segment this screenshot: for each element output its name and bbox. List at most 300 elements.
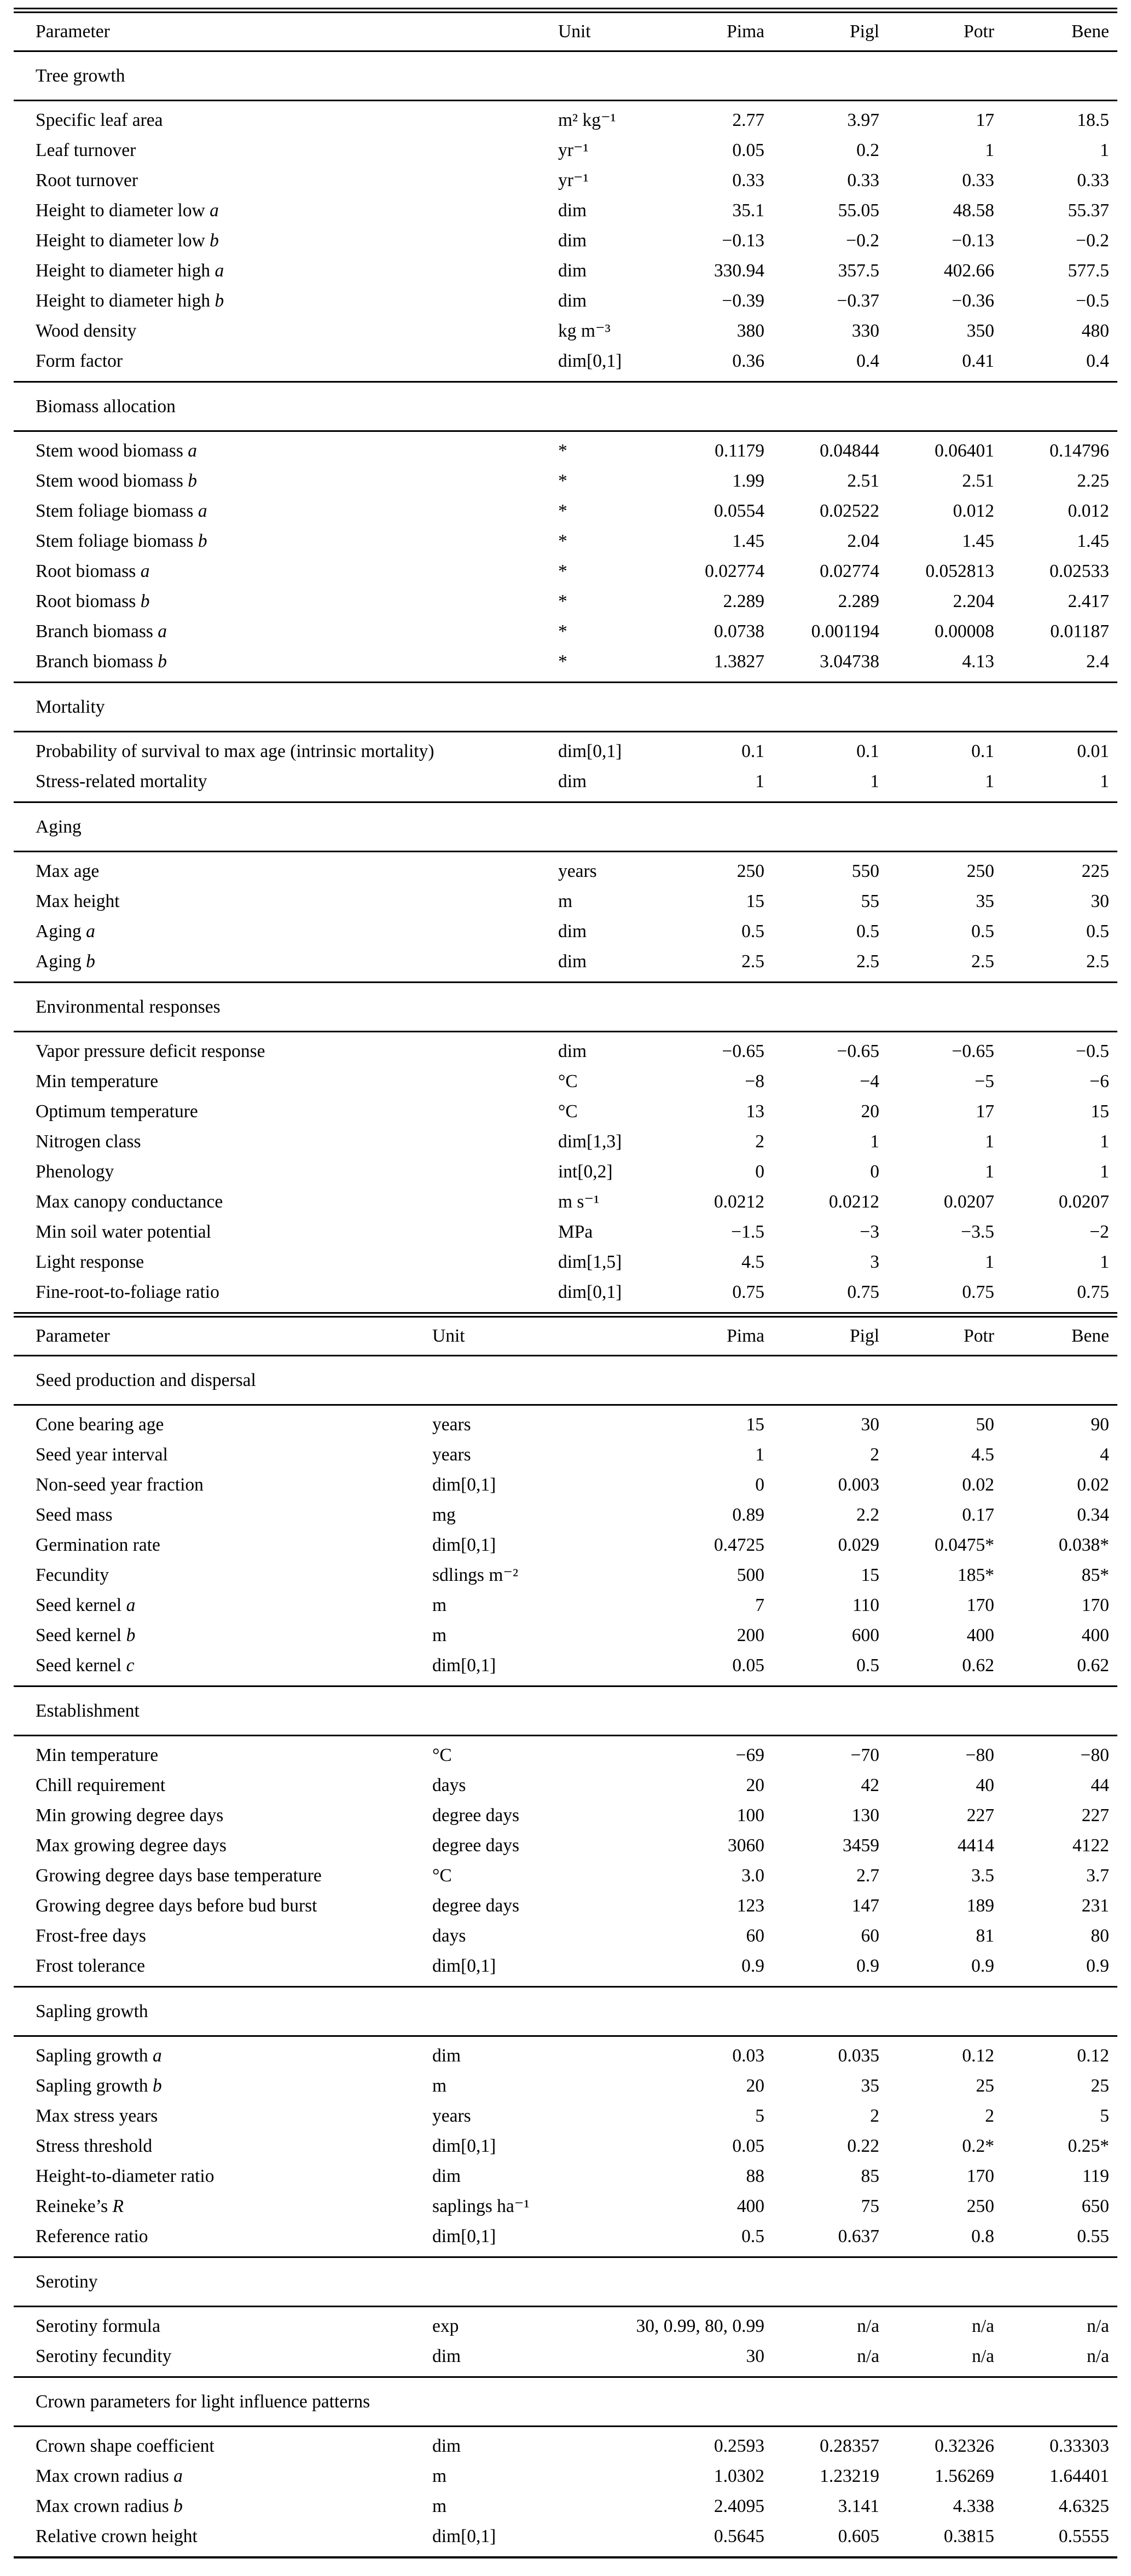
value-cell xyxy=(764,2191,879,2221)
value-cell xyxy=(994,2431,1109,2461)
value-text: n/a xyxy=(1087,2316,1109,2336)
table-row xyxy=(14,1891,1117,1921)
table-row xyxy=(14,135,1117,165)
unit-cell: °C xyxy=(432,1745,452,1765)
section-title-row xyxy=(14,1356,1117,1404)
value-text: 15 xyxy=(746,891,764,911)
column-header-species xyxy=(764,14,879,49)
unit-cell: dim xyxy=(558,771,587,792)
param-variable: b xyxy=(86,951,95,972)
table-row xyxy=(14,496,1117,526)
value-cell xyxy=(879,526,994,556)
value-cell xyxy=(879,1066,994,1096)
value-text: 0.25* xyxy=(1068,2136,1109,2156)
param-variable: a xyxy=(140,561,150,581)
species-label: Bene xyxy=(1071,1326,1109,1346)
table-row xyxy=(14,766,1117,796)
value-cell xyxy=(627,646,764,677)
value-cell xyxy=(879,1800,994,1830)
table-row xyxy=(14,1500,1117,1530)
value-cell xyxy=(879,2161,994,2191)
param-cell: Height-to-diameter ratio xyxy=(36,2166,214,2186)
table-row xyxy=(14,1861,1117,1891)
table-row xyxy=(14,2461,1117,2491)
value-cell xyxy=(879,256,994,286)
unit-cell: mg xyxy=(432,1505,456,1525)
param-variable: a xyxy=(86,921,95,942)
table-row xyxy=(14,2191,1117,2221)
value-cell xyxy=(994,2221,1109,2251)
species-label: Potr xyxy=(964,21,994,42)
param-cell: Root biomass a xyxy=(36,561,150,581)
value-text: 185* xyxy=(958,1565,994,1585)
species-label: Pima xyxy=(727,21,764,42)
param-cell: Root biomass b xyxy=(36,591,150,611)
value-text: 3459 xyxy=(843,1835,879,1856)
section-title: Sapling growth xyxy=(36,2001,148,2021)
param-cell: Nitrogen class xyxy=(36,1131,141,1152)
value-cell xyxy=(627,316,764,346)
value-cell xyxy=(764,1127,879,1157)
value-text: 0.5 xyxy=(856,921,879,942)
value-text: 2 xyxy=(870,2106,879,2126)
value-text: 2.5 xyxy=(1086,951,1109,972)
unit-cell: yr⁻¹ xyxy=(558,140,589,160)
value-cell xyxy=(994,1127,1109,1157)
unit-cell: dim[1,5] xyxy=(558,1252,622,1272)
species-label: Pigl xyxy=(850,21,879,42)
table-row xyxy=(14,916,1117,946)
value-cell xyxy=(627,1217,764,1247)
column-header-species xyxy=(994,14,1109,49)
unit-cell: dim xyxy=(558,291,587,311)
value-text: 400 xyxy=(1081,1625,1109,1645)
table-row xyxy=(14,1127,1117,1157)
section-rows xyxy=(14,852,1117,981)
value-text: 0.5 xyxy=(856,1655,879,1676)
value-cell xyxy=(879,1096,994,1127)
value-cell xyxy=(627,2311,764,2341)
value-text: 15 xyxy=(1091,1101,1109,1122)
value-cell xyxy=(994,2131,1109,2161)
section-title-row xyxy=(14,2258,1117,2306)
value-cell xyxy=(764,616,879,646)
param-variable: b xyxy=(198,531,207,551)
value-cell xyxy=(994,766,1109,796)
value-text: 25 xyxy=(976,2076,994,2096)
value-text: 0.1 xyxy=(856,741,879,761)
value-text: 0.2* xyxy=(962,2136,994,2156)
value-cell xyxy=(879,916,994,946)
table-row xyxy=(14,1440,1117,1470)
table-row xyxy=(14,1951,1117,1981)
value-cell xyxy=(879,1891,994,1921)
unit-cell: kg m⁻³ xyxy=(558,321,611,341)
value-cell xyxy=(879,1470,994,1500)
value-text: 0.003 xyxy=(838,1475,879,1495)
value-cell xyxy=(627,1036,764,1066)
value-text: 4.5 xyxy=(741,1252,764,1272)
value-cell xyxy=(627,1590,764,1620)
value-text: 480 xyxy=(1081,321,1109,341)
value-text: 75 xyxy=(861,2196,879,2216)
value-text: 400 xyxy=(736,2196,764,2216)
value-text: 0.75 xyxy=(1077,1282,1109,1302)
value-cell xyxy=(764,736,879,766)
unit-cell: m xyxy=(558,891,573,911)
value-cell xyxy=(879,165,994,195)
section-title-row xyxy=(14,683,1117,731)
param-cell: Max stress years xyxy=(36,2106,158,2126)
section-title: Serotiny xyxy=(36,2272,98,2292)
column-header-species xyxy=(994,1319,1109,1354)
table-row xyxy=(14,316,1117,346)
value-cell xyxy=(879,556,994,586)
value-cell xyxy=(994,1470,1109,1500)
value-cell xyxy=(879,2131,994,2161)
table-row xyxy=(14,2341,1117,2371)
value-text: −0.5 xyxy=(1076,1041,1109,1061)
value-text: 2.5 xyxy=(856,951,879,972)
unit-cell: * xyxy=(558,561,567,581)
value-cell xyxy=(994,1500,1109,1530)
param-variable: b xyxy=(126,1625,136,1645)
value-cell xyxy=(627,1470,764,1500)
section-rows xyxy=(14,432,1117,681)
column-header-unit: Unit xyxy=(558,21,591,42)
value-text: 2.25 xyxy=(1077,471,1109,491)
value-text: 60 xyxy=(746,1926,764,1946)
value-text: 0.4725 xyxy=(714,1535,764,1555)
value-cell xyxy=(627,1951,764,1981)
value-cell xyxy=(627,946,764,977)
param-variable: R xyxy=(112,2196,124,2216)
value-cell xyxy=(879,466,994,496)
column-header-species xyxy=(879,14,994,49)
unit-cell: * xyxy=(558,531,567,551)
value-cell xyxy=(627,1620,764,1650)
value-cell xyxy=(994,1096,1109,1127)
param-cell: Aging b xyxy=(36,951,95,972)
value-text: 35 xyxy=(861,2076,879,2096)
param-cell: Max growing degree days xyxy=(36,1835,227,1856)
value-cell xyxy=(764,1157,879,1187)
value-cell xyxy=(994,1770,1109,1800)
value-text: 0.9 xyxy=(856,1956,879,1976)
table-row xyxy=(14,1620,1117,1650)
value-text: 1 xyxy=(870,771,879,792)
unit-cell: dim[0,1] xyxy=(432,2226,496,2246)
value-text: 4.6325 xyxy=(1058,2496,1109,2516)
value-cell xyxy=(627,1770,764,1800)
table-row xyxy=(14,2221,1117,2251)
table-row xyxy=(14,1066,1117,1096)
value-cell xyxy=(994,286,1109,316)
param-cell: Min temperature xyxy=(36,1071,159,1091)
value-text: 3.141 xyxy=(838,2496,879,2516)
value-cell xyxy=(994,2341,1109,2371)
value-text: −0.2 xyxy=(846,230,879,251)
value-cell xyxy=(879,2101,994,2131)
value-text: 0.5 xyxy=(971,921,994,942)
value-cell xyxy=(994,2071,1109,2101)
unit-cell: °C xyxy=(432,1865,452,1886)
value-text: 15 xyxy=(861,1565,879,1585)
table-row xyxy=(14,646,1117,677)
value-cell xyxy=(764,2461,879,2491)
value-text: 0.5 xyxy=(1086,921,1109,942)
unit-cell: m xyxy=(432,1595,447,1615)
value-cell xyxy=(994,1410,1109,1440)
unit-cell: days xyxy=(432,1926,466,1946)
unit-cell: degree days xyxy=(432,1835,520,1856)
value-text: 2.04 xyxy=(847,531,879,551)
unit-cell: dim xyxy=(432,2346,461,2366)
param-cell: Light response xyxy=(36,1252,144,1272)
value-text: 0.02774 xyxy=(820,561,879,581)
table-row xyxy=(14,195,1117,226)
value-cell xyxy=(879,2311,994,2341)
top-rule xyxy=(14,8,1117,13)
value-cell xyxy=(879,1650,994,1680)
value-text: n/a xyxy=(1087,2346,1109,2366)
unit-cell: dim[0,1] xyxy=(432,2136,496,2156)
value-text: 0 xyxy=(870,1162,879,1182)
unit-cell: dim xyxy=(558,951,587,972)
value-text: 2.5 xyxy=(741,951,764,972)
unit-cell: m xyxy=(432,2496,447,2516)
value-cell xyxy=(994,195,1109,226)
unit-cell: dim xyxy=(558,230,587,251)
unit-cell: years xyxy=(558,861,597,881)
parameter-table-part-2 xyxy=(14,1318,1117,2558)
table-row xyxy=(14,556,1117,586)
value-cell xyxy=(627,1560,764,1590)
param-cell: Seed kernel c xyxy=(36,1655,135,1676)
unit-cell: days xyxy=(432,1775,466,1795)
table-row xyxy=(14,1470,1117,1500)
value-text: −70 xyxy=(850,1745,879,1765)
value-cell xyxy=(627,2041,764,2071)
value-cell xyxy=(764,496,879,526)
value-text: 3.0 xyxy=(741,1865,764,1886)
value-text: 0.035 xyxy=(838,2046,879,2066)
value-text: 4.13 xyxy=(962,651,994,672)
value-cell xyxy=(879,1590,994,1620)
value-text: 0.75 xyxy=(732,1282,764,1302)
section-title-row xyxy=(14,803,1117,851)
value-cell xyxy=(627,556,764,586)
table-row xyxy=(14,1217,1117,1247)
param-cell: Non-seed year fraction xyxy=(36,1475,204,1495)
unit-cell: dim[0,1] xyxy=(432,1655,496,1676)
value-cell xyxy=(764,1187,879,1217)
value-text: 0.637 xyxy=(838,2226,879,2246)
column-header-species xyxy=(764,1319,879,1354)
table-header-row xyxy=(14,13,1117,50)
value-text: −0.39 xyxy=(722,291,764,311)
value-cell xyxy=(994,1247,1109,1277)
value-cell xyxy=(764,165,879,195)
value-cell xyxy=(879,286,994,316)
value-text: 119 xyxy=(1082,2166,1109,2186)
table-row xyxy=(14,1770,1117,1800)
unit-cell: * xyxy=(558,651,567,672)
value-cell xyxy=(879,2431,994,2461)
value-text: 0.01 xyxy=(1077,741,1109,761)
value-text: 0 xyxy=(755,1475,764,1495)
value-text: 402.66 xyxy=(943,261,994,281)
value-cell xyxy=(627,2131,764,2161)
unit-cell: dim xyxy=(432,2166,461,2186)
value-cell xyxy=(764,2071,879,2101)
value-text: 0.12 xyxy=(962,2046,994,2066)
value-cell xyxy=(879,856,994,886)
value-text: 1.3827 xyxy=(714,651,764,672)
param-cell: Seed kernel b xyxy=(36,1625,136,1645)
value-cell xyxy=(627,1157,764,1187)
value-text: 2 xyxy=(985,2106,994,2126)
column-header-parameter: Parameter xyxy=(36,1326,110,1346)
column-header-parameter: Parameter xyxy=(36,21,110,42)
value-text: 0.8 xyxy=(971,2226,994,2246)
value-cell xyxy=(994,2461,1109,2491)
value-cell xyxy=(764,135,879,165)
param-variable: a xyxy=(173,2466,183,2486)
param-cell: Height to diameter high a xyxy=(36,261,224,281)
value-cell xyxy=(994,2191,1109,2221)
unit-cell: m xyxy=(432,2466,447,2486)
value-text: 0.05 xyxy=(732,1655,764,1676)
table-row xyxy=(14,466,1117,496)
value-text: 35.1 xyxy=(732,200,764,221)
table-row xyxy=(14,1800,1117,1830)
value-cell xyxy=(994,256,1109,286)
value-text: 0.5 xyxy=(741,921,764,942)
value-text: 1.45 xyxy=(732,531,764,551)
value-cell xyxy=(764,1590,879,1620)
value-cell xyxy=(764,1066,879,1096)
value-cell xyxy=(627,2341,764,2371)
table-row xyxy=(14,586,1117,616)
value-text: 0.029 xyxy=(838,1535,879,1555)
value-cell xyxy=(994,226,1109,256)
value-cell xyxy=(994,616,1109,646)
table-row xyxy=(14,1530,1117,1560)
table-row xyxy=(14,165,1117,195)
value-text: −8 xyxy=(745,1071,764,1091)
value-text: 0.00008 xyxy=(935,621,994,642)
value-text: 40 xyxy=(976,1775,994,1795)
value-text: 170 xyxy=(966,2166,994,2186)
value-cell xyxy=(627,436,764,466)
section-title: Tree growth xyxy=(36,66,125,86)
value-text: 0.33303 xyxy=(1049,2436,1109,2456)
unit-cell: years xyxy=(432,1414,471,1435)
value-cell xyxy=(627,2071,764,2101)
value-cell xyxy=(627,1891,764,1921)
value-cell xyxy=(764,2521,879,2551)
param-cell: Relative crown height xyxy=(36,2526,198,2546)
value-cell xyxy=(764,1770,879,1800)
unit-cell: years xyxy=(432,1445,471,1465)
value-cell xyxy=(994,1187,1109,1217)
value-cell xyxy=(994,1036,1109,1066)
param-variable: b xyxy=(188,471,197,491)
value-cell xyxy=(879,2461,994,2491)
value-text: 330 xyxy=(851,321,879,341)
value-text: 0.001194 xyxy=(811,621,879,642)
value-text: 0.1 xyxy=(971,741,994,761)
value-text: 0.0212 xyxy=(828,1192,879,1212)
value-cell xyxy=(764,1277,879,1307)
unit-cell: m² kg⁻¹ xyxy=(558,110,616,130)
value-text: 17 xyxy=(976,110,994,130)
table-header-row xyxy=(14,1318,1117,1355)
param-variable: c xyxy=(126,1655,135,1676)
value-cell xyxy=(627,1187,764,1217)
section-rows xyxy=(14,1736,1117,1986)
table-row xyxy=(14,856,1117,886)
value-text: 85* xyxy=(1081,1565,1109,1585)
value-cell xyxy=(627,2101,764,2131)
value-text: 4.5 xyxy=(971,1445,994,1465)
value-text: 1.56269 xyxy=(935,2466,994,2486)
section-title: Mortality xyxy=(36,697,105,717)
value-text: 30, 0.99, 80, 0.99 xyxy=(636,2316,764,2336)
value-cell xyxy=(879,195,994,226)
table-row xyxy=(14,1157,1117,1187)
param-variable: a xyxy=(158,621,167,642)
param-cell: Serotiny fecundity xyxy=(36,2346,172,2366)
value-text: 3.7 xyxy=(1086,1865,1109,1886)
param-cell: Seed kernel a xyxy=(36,1595,136,1615)
param-variable: b xyxy=(153,2076,162,2096)
value-text: 550 xyxy=(851,861,879,881)
param-cell: Chill requirement xyxy=(36,1775,166,1795)
value-cell xyxy=(627,1530,764,1560)
value-cell xyxy=(764,286,879,316)
value-cell xyxy=(764,436,879,466)
value-cell xyxy=(879,1560,994,1590)
value-cell xyxy=(879,586,994,616)
value-text: 0.9 xyxy=(971,1956,994,1976)
param-cell: Min temperature xyxy=(36,1745,159,1765)
value-cell xyxy=(994,436,1109,466)
value-cell xyxy=(879,2041,994,2071)
value-cell xyxy=(764,2101,879,2131)
value-cell xyxy=(764,2041,879,2071)
value-text: 231 xyxy=(1081,1896,1109,1916)
param-cell: Frost-free days xyxy=(36,1926,146,1946)
value-text: 42 xyxy=(861,1775,879,1795)
value-cell xyxy=(764,1861,879,1891)
value-cell xyxy=(627,2221,764,2251)
value-text: 0.02522 xyxy=(820,501,879,521)
value-cell xyxy=(627,1096,764,1127)
value-text: 500 xyxy=(736,1565,764,1585)
value-text: 0.012 xyxy=(1068,501,1109,521)
value-cell xyxy=(764,256,879,286)
value-text: 55.37 xyxy=(1068,200,1109,221)
param-cell: Growing degree days base temperature xyxy=(36,1865,322,1886)
param-cell: Frost tolerance xyxy=(36,1956,146,1976)
param-cell: Cone bearing age xyxy=(36,1414,164,1435)
value-text: 5 xyxy=(1100,2106,1109,2126)
value-cell xyxy=(994,1800,1109,1830)
value-cell xyxy=(879,616,994,646)
value-text: 1.23219 xyxy=(820,2466,879,2486)
